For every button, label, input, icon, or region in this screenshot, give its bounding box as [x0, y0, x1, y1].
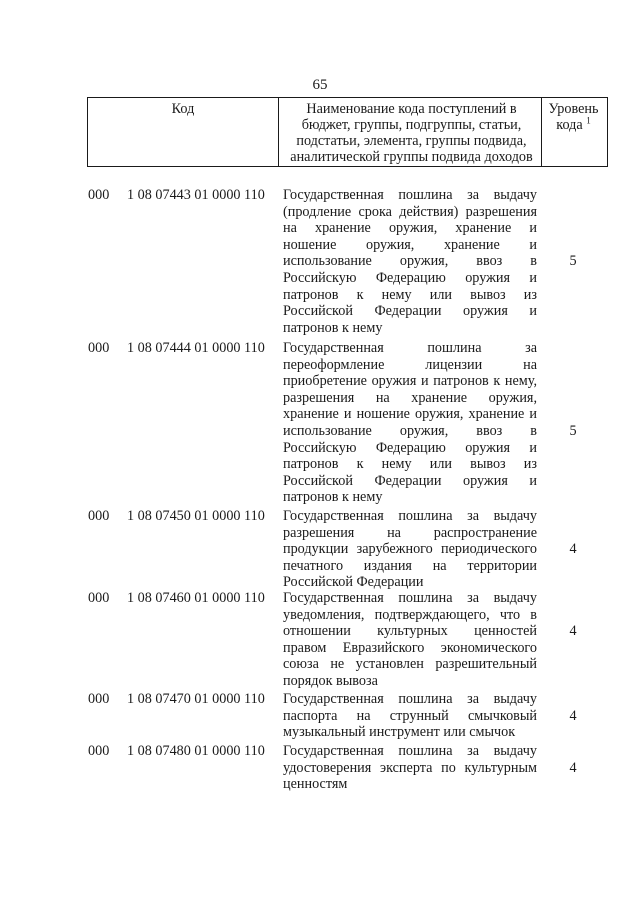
code-level: 4	[569, 759, 577, 776]
table-header	[87, 97, 542, 167]
revenue-name-line: хранение и ношение оружия, хранение и	[283, 406, 537, 423]
revenue-name	[283, 691, 537, 741]
revenue-name-line: разрешения на распространение	[283, 524, 537, 541]
revenue-name	[283, 187, 537, 336]
revenue-name-line: ценностям	[283, 776, 348, 793]
revenue-name-line: патронов к нему или вывоз из	[283, 286, 537, 303]
header-code: Код	[171, 101, 195, 117]
revenue-name-line: Государственная пошлина за выдачу	[283, 691, 537, 707]
revenue-name-line: паспорта на струнный смычковый	[283, 707, 537, 724]
revenue-name	[283, 508, 537, 591]
revenue-name-line: переоформление лицензии на	[283, 356, 537, 373]
revenue-name-line: ношение оружия, хранение и	[283, 236, 537, 253]
admin-code: 000	[88, 743, 110, 759]
header-name	[278, 98, 544, 166]
revenue-name-line: порядок вывоза	[283, 672, 378, 689]
admin-code: 000	[88, 590, 110, 606]
admin-code: 000	[88, 340, 110, 356]
revenue-name-line: Российскую Федерацию оружия и	[283, 269, 537, 286]
footnote-marker: 1	[586, 115, 591, 126]
revenue-code: 1 08 07460 01 0000 110	[127, 590, 265, 606]
revenue-name	[283, 590, 537, 690]
header-level	[540, 97, 608, 167]
revenue-code: 1 08 07443 01 0000 110	[127, 187, 265, 203]
admin-code: 000	[88, 691, 110, 707]
header-name-line: подстатьи, элемента, группы подвида,	[296, 133, 527, 149]
header-level-line1: Уровень	[548, 101, 599, 117]
revenue-name-line: Российской Федерации	[283, 574, 424, 591]
revenue-name-line: Государственная пошлина за выдачу	[283, 508, 537, 524]
revenue-name	[283, 743, 537, 793]
revenue-name-line: патронов к нему	[283, 489, 383, 506]
revenue-code: 1 08 07444 01 0000 110	[127, 340, 265, 356]
revenue-name-line: на хранение оружия, хранение и	[283, 220, 537, 237]
header-name-line: Наименование кода поступлений в	[306, 101, 517, 117]
revenue-name-line: Государственная пошлина за выдачу	[283, 590, 537, 606]
revenue-name-line: отношении культурных ценностей	[283, 623, 537, 640]
revenue-name-line: Государственная пошлина за	[283, 340, 537, 356]
admin-code: 000	[88, 187, 110, 203]
revenue-name-line: Государственная пошлина за выдачу	[283, 187, 537, 203]
revenue-name-line: союза не установлен разрешительный	[283, 656, 537, 673]
revenue-name-line: уведомления, подтверждающего, что в	[283, 606, 537, 623]
header-name-line: бюджет, группы, подгруппы, статьи,	[301, 117, 522, 133]
revenue-name-line: печатного издания на территории	[283, 557, 537, 574]
revenue-code: 1 08 07450 01 0000 110	[127, 508, 265, 524]
revenue-code: 1 08 07470 01 0000 110	[127, 691, 265, 707]
code-level: 5	[569, 423, 577, 439]
revenue-name-line: Российскую Федерацию оружия и	[283, 439, 537, 456]
revenue-name	[283, 340, 537, 506]
revenue-name-line: музыкальный инструмент или смычок	[283, 724, 516, 741]
code-level: 4	[569, 541, 577, 558]
revenue-name-line: удостоверения эксперта по культурным	[283, 759, 537, 776]
code-level: 4	[569, 707, 577, 724]
revenue-name-line: (продление срока действия) разрешения	[283, 203, 537, 220]
revenue-name-line: приобретение оружия и патронов к нему,	[283, 373, 537, 390]
revenue-name-line: патронов к нему или вывоз из	[283, 456, 537, 473]
page-number: 65	[312, 77, 328, 93]
header-level-line2: кода $^1$	[556, 115, 591, 133]
admin-code: 000	[88, 508, 110, 524]
revenue-name-line: патронов к нему	[283, 319, 383, 336]
revenue-name-line: использование оружия, ввоз в	[283, 422, 537, 439]
header-name-line: аналитической группы подвида доходов	[290, 149, 533, 165]
revenue-name-line: Российской Федерации оружия и	[283, 472, 537, 489]
code-level: 4	[569, 623, 577, 640]
revenue-code: 1 08 07480 01 0000 110	[127, 743, 265, 759]
revenue-name-line: использование оружия, ввоз в	[283, 253, 537, 270]
revenue-name-line: Российской Федерации оружия и	[283, 303, 537, 320]
revenue-name-line: Государственная пошлина за выдачу	[283, 743, 537, 759]
revenue-name-line: продукции зарубежного периодического	[283, 541, 537, 558]
revenue-name-line: правом Евразийского экономического	[283, 639, 537, 656]
code-level: 5	[569, 253, 577, 270]
revenue-name-line: разрешения на хранение оружия,	[283, 389, 537, 406]
